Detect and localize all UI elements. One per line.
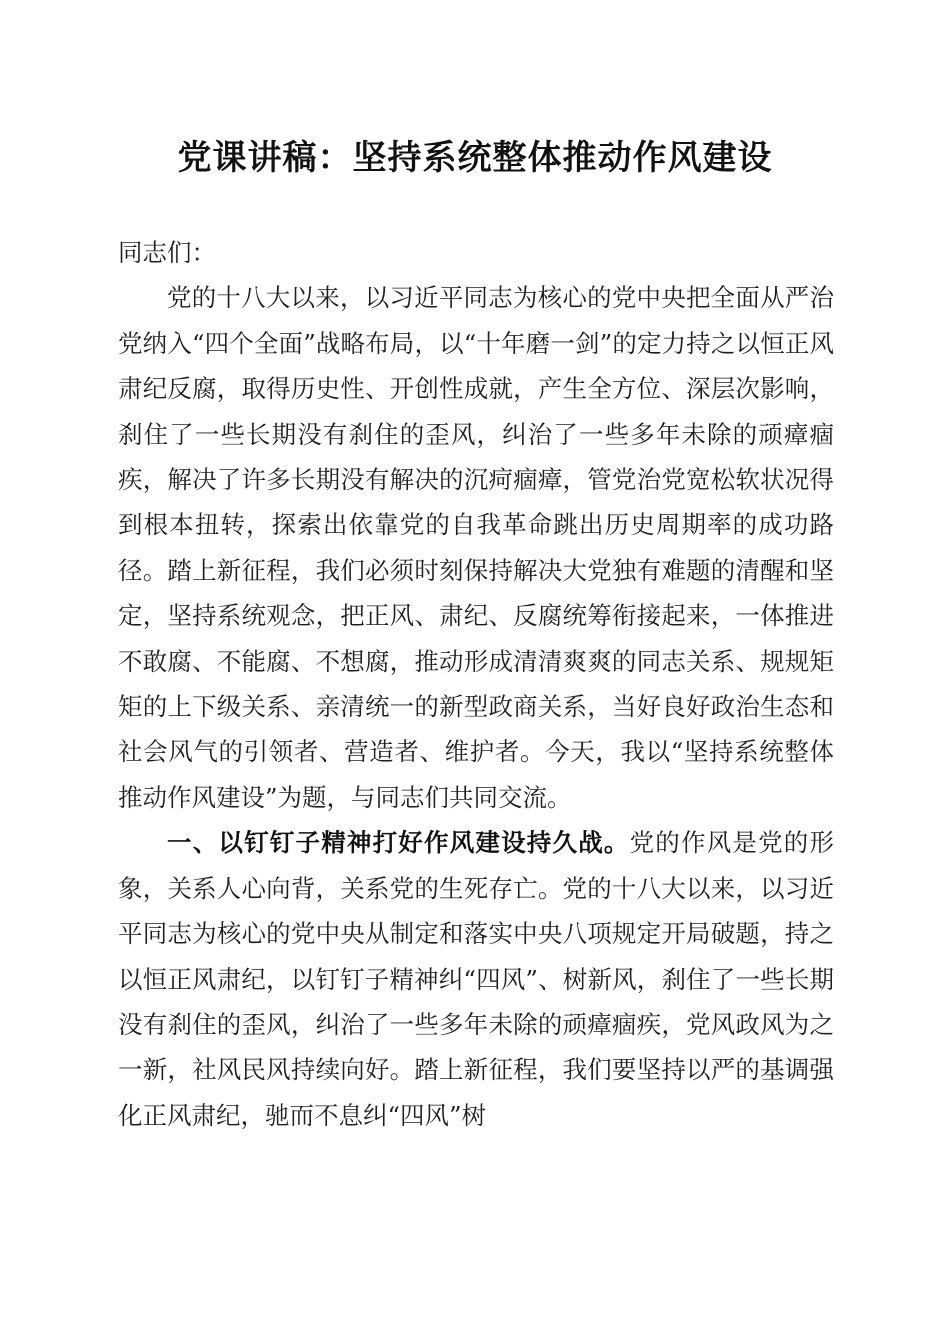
paragraph-text: 党的十八大以来，以习近平同志为核心的党中央把全面从严治党纳入“四个全面”战略布局，以“十年磨一剑”的定力持之以恒正风肃纪反腐，取得历史性、开创性成就，产生全方位、深层次影响，刹住了一些长期没有刹住的歪风，纠治了一些多年未除的顽瘴痼疾，解决了许多长期没有解决的沉疴痼瘴，管党治党宽松软状况得到根本扭转，探索出依靠党的自我革命跳出历史周期率的成功路径。踏上新征程，我们必须时刻保持解决大党独有难题的清醒和坚定，坚持系统观念，把正风、肃纪、反腐统筹衔接起来，一体推进不敢腐、不能腐、不想腐，推动形成清清爽爽的同志关系、规规矩矩的上下级关系、亲清统一的新型政商关系，当好良好政治生态和社会风气的引领者、营造者、维护者。今天，我以“坚持系统整体推动作风建设”为题，与同志们共同交流。 (118, 283, 834, 812)
document-title: 党课讲稿：坚持系统整体推动作风建设 (177, 138, 773, 178)
paragraph-text: 党的作风是党的形象，关系人心向背，关系党的生死存亡。党的十八大以来，以习近平同志为核心的党中央从制定和落实中央八项规定开局破题，持之以恒正风肃纪，以钉钉子精神纠“四风”、树新风，刹住了一些长期没有刹住的歪风，纠治了一些多年未除的顽瘴痼疾，党风政风为之一新，社风民风持续向好。踏上新征程，我们要坚持以严的基调强化正风肃纪，驰而不息纠“四风”树 (118, 828, 835, 1130)
paragraph-section-1 (118, 820, 834, 1138)
paragraph-intro (118, 275, 834, 820)
greeting: 同志们： (118, 238, 216, 267)
document-body (118, 230, 834, 1138)
section-heading: 一、以钉钉子精神打好作风建设持久战。 (167, 828, 630, 858)
